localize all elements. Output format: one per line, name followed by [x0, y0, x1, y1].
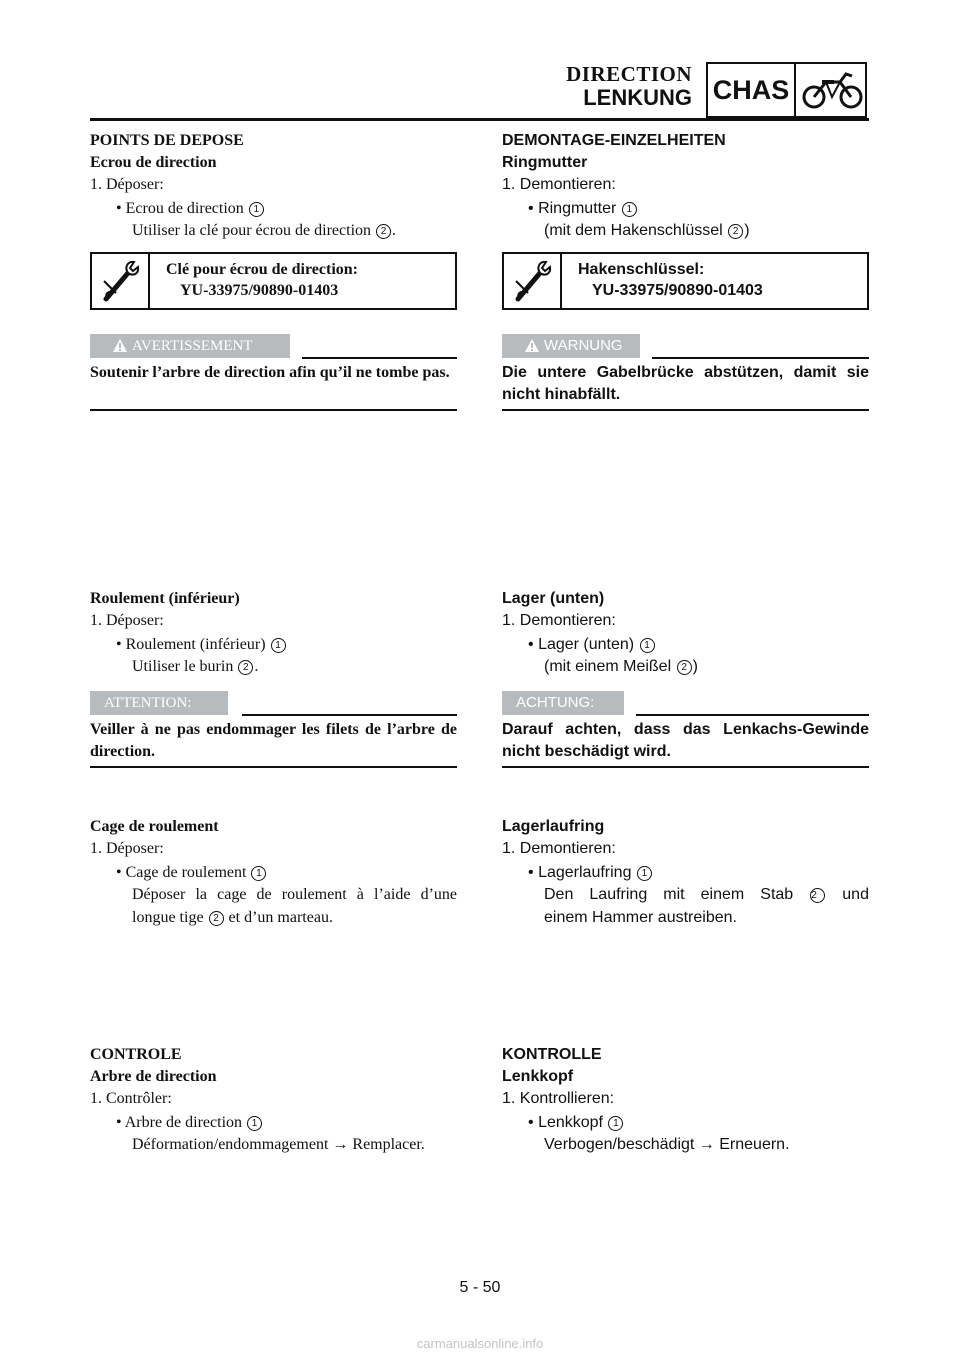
callout-1: 1 — [640, 638, 655, 653]
bullet-item — [528, 198, 638, 220]
bullet: • — [528, 1114, 534, 1131]
header-rule — [90, 118, 869, 121]
step-number: 1. — [502, 840, 516, 857]
bullet-item — [116, 198, 265, 220]
wrench-icon — [100, 259, 140, 303]
step-label: Déposer: — [106, 840, 164, 857]
heading-bearing-race: Cage de roulement — [90, 818, 219, 835]
item-label: Ecrou de direction — [125, 200, 244, 217]
special-tool-box — [502, 252, 869, 310]
callout-1: 1 — [251, 866, 266, 881]
callout-2: 2 — [728, 224, 743, 239]
step-remove — [502, 838, 616, 860]
step-check — [502, 1088, 614, 1110]
warning-rule — [302, 357, 457, 359]
bullet-item — [528, 1112, 624, 1134]
step-label: Demontieren: — [519, 176, 616, 193]
motorcycle-icon — [800, 70, 866, 112]
tool-text — [166, 259, 358, 301]
instruction-text: Utiliser le burin — [132, 658, 234, 675]
attention-rule — [242, 714, 457, 716]
instruction: Utiliser le burin 2 . — [132, 658, 259, 675]
section-code: CHAS — [712, 75, 790, 105]
section-title-fr: DIRECTION — [566, 62, 692, 86]
step-number: 1. — [90, 612, 102, 629]
heading-check: CONTROLE — [90, 1046, 182, 1063]
instruction: Déposer la cage de roulement à l’aide d’une — [132, 886, 457, 903]
tool-name: Hakenschlüssel: — [578, 261, 705, 278]
attention-text: Darauf achten, dass das Lenkachs-Gewinde nicht beschädigt wird. — [502, 721, 869, 760]
step-label: Contrôler: — [106, 1090, 172, 1107]
page-number: 5 - 50 — [459, 1279, 501, 1296]
callout-2: 2 — [677, 660, 692, 675]
warning-label-text: AVERTISSEMENT — [132, 338, 253, 354]
heading-bearing-race: Lagerlaufring — [502, 818, 605, 835]
bullet-item — [116, 634, 287, 656]
item-label: Arbre de direction — [124, 1114, 243, 1131]
tool-code: YU-33975/90890-01403 — [180, 282, 339, 299]
bullet: • — [528, 864, 534, 881]
step-label: Déposer: — [106, 176, 164, 193]
attention-label-text: ATTENTION: — [104, 695, 192, 711]
step-label: Demontieren: — [519, 840, 616, 857]
bullet: • — [528, 636, 534, 653]
warning-label — [90, 334, 290, 358]
warning-icon — [112, 338, 128, 353]
warning-rule — [652, 357, 869, 359]
instruction: Utiliser la clé pour écrou de direction 2 . — [132, 222, 397, 239]
bullet: • — [116, 864, 122, 881]
step-number: 1. — [90, 840, 102, 857]
warning-icon — [524, 338, 540, 353]
instruction — [544, 884, 869, 906]
step-remove — [502, 174, 616, 196]
heading-ring-nut: Ringmutter — [502, 154, 588, 171]
item-label: Lagerlaufring — [538, 864, 632, 881]
instruction-text: et d’un marteau. — [228, 909, 333, 926]
callout-2: 2 — [376, 224, 391, 239]
heading-steering-stem: Arbre de direction — [90, 1068, 217, 1085]
bullet-item — [528, 862, 653, 884]
instruction-text: (mit dem Hakenschlüssel — [544, 222, 723, 239]
instruction-text: und — [842, 886, 869, 903]
wrench-icon — [512, 259, 552, 303]
callout-1: 1 — [637, 866, 652, 881]
bullet: • — [528, 200, 534, 217]
step-number: 1. — [90, 1090, 102, 1107]
step-label: Déposer: — [106, 612, 164, 629]
bullet: • — [116, 636, 122, 653]
arrow-icon: → — [698, 1136, 715, 1153]
attention-label-text: ACHTUNG: — [516, 694, 595, 711]
warning-end-rule — [502, 409, 869, 411]
attention-label — [502, 691, 624, 715]
step-check — [90, 1088, 172, 1110]
callout-2: 2 — [209, 911, 224, 926]
tool-name: Clé pour écrou de direction: — [166, 261, 358, 278]
step-remove — [90, 838, 164, 860]
heading-bearing: Roulement (inférieur) — [90, 590, 240, 607]
badge-divider — [794, 64, 796, 116]
callout-1: 1 — [608, 1116, 623, 1131]
instruction-text: longue tige — [132, 909, 204, 926]
bullet-item — [528, 634, 656, 656]
tool-text — [578, 259, 763, 301]
tool-cell — [504, 254, 562, 308]
instruction — [132, 1134, 425, 1156]
instruction-text: Utiliser la clé pour écrou de direction — [132, 222, 372, 239]
attention-label — [90, 691, 228, 715]
instruction: einem Hammer austreiben. — [544, 909, 737, 926]
callout-1: 1 — [622, 202, 637, 217]
heading-removal-details: DEMONTAGE-EINZELHEITEN — [502, 132, 726, 149]
instruction-text: ) — [692, 658, 698, 675]
attention-text: Veiller à ne pas endommager les filets de l’arbre de direction. — [90, 721, 457, 760]
callout-1: 1 — [271, 638, 286, 653]
heading-steering-head: Lenkkopf — [502, 1068, 574, 1085]
item-label: Roulement (inférieur) — [125, 636, 266, 653]
instruction — [544, 656, 698, 678]
step-number: 1. — [90, 176, 102, 193]
heading-bearing: Lager (unten) — [502, 590, 605, 607]
step-number: 1. — [502, 612, 516, 629]
instruction-text: (mit einem Meißel — [544, 658, 672, 675]
bullet: • — [116, 1114, 122, 1131]
heading-points-de-depose: POINTS DE DEPOSE — [90, 132, 244, 149]
instruction-text: ) — [744, 222, 750, 239]
arrow-icon: → — [332, 1136, 349, 1153]
section-title-de: LENKUNG — [583, 85, 692, 110]
instruction — [132, 907, 333, 929]
special-tool-box — [90, 252, 457, 310]
section-badge — [706, 62, 867, 118]
step-remove — [502, 610, 616, 632]
item-label: Lager (unten) — [538, 636, 635, 653]
bullet-item — [116, 862, 267, 884]
tool-cell — [92, 254, 150, 308]
callout-2: 2 — [810, 888, 825, 903]
warning-label-text: WARNUNG — [544, 337, 623, 354]
watermark: carmanualsonline.info — [416, 1336, 544, 1351]
callout-1: 1 — [247, 1116, 262, 1131]
attention-rule — [636, 714, 869, 716]
instruction-text: Remplacer. — [352, 1136, 425, 1153]
instruction-text: Den Laufring mit einem Stab — [544, 886, 794, 903]
step-number: 1. — [502, 1090, 516, 1107]
tool-code: YU-33975/90890-01403 — [592, 282, 763, 299]
step-remove — [90, 174, 164, 196]
warning-end-rule — [90, 409, 457, 411]
heading-check: KONTROLLE — [502, 1046, 602, 1063]
instruction-text: Erneuern. — [719, 1136, 790, 1153]
attention-end-rule — [502, 766, 869, 768]
item-label: Cage de roulement — [125, 864, 247, 881]
instruction-text: Déformation/endommagement — [132, 1136, 329, 1153]
item-label: Lenkkopf — [538, 1114, 603, 1131]
item-label: Ringmutter — [538, 200, 617, 217]
bullet-item — [116, 1112, 263, 1134]
warning-label — [502, 334, 640, 358]
callout-1: 1 — [249, 202, 264, 217]
heading-steering-nut: Ecrou de direction — [90, 154, 217, 171]
attention-end-rule — [90, 766, 457, 768]
step-number: 1. — [502, 176, 516, 193]
warning-text: Soutenir l’arbre de direction afin qu’il ne tombe pas. — [90, 364, 450, 381]
step-remove — [90, 610, 164, 632]
step-label: Kontrollieren: — [519, 1090, 615, 1107]
step-label: Demontieren: — [519, 612, 616, 629]
instruction — [544, 220, 750, 242]
instruction-text: Verbogen/beschädigt — [544, 1136, 695, 1153]
bullet: • — [116, 200, 122, 217]
callout-2: 2 — [238, 660, 253, 675]
warning-text: Die untere Gabelbrücke abstützen, damit sie nicht hinabfällt. — [502, 364, 869, 403]
instruction — [544, 1134, 790, 1156]
